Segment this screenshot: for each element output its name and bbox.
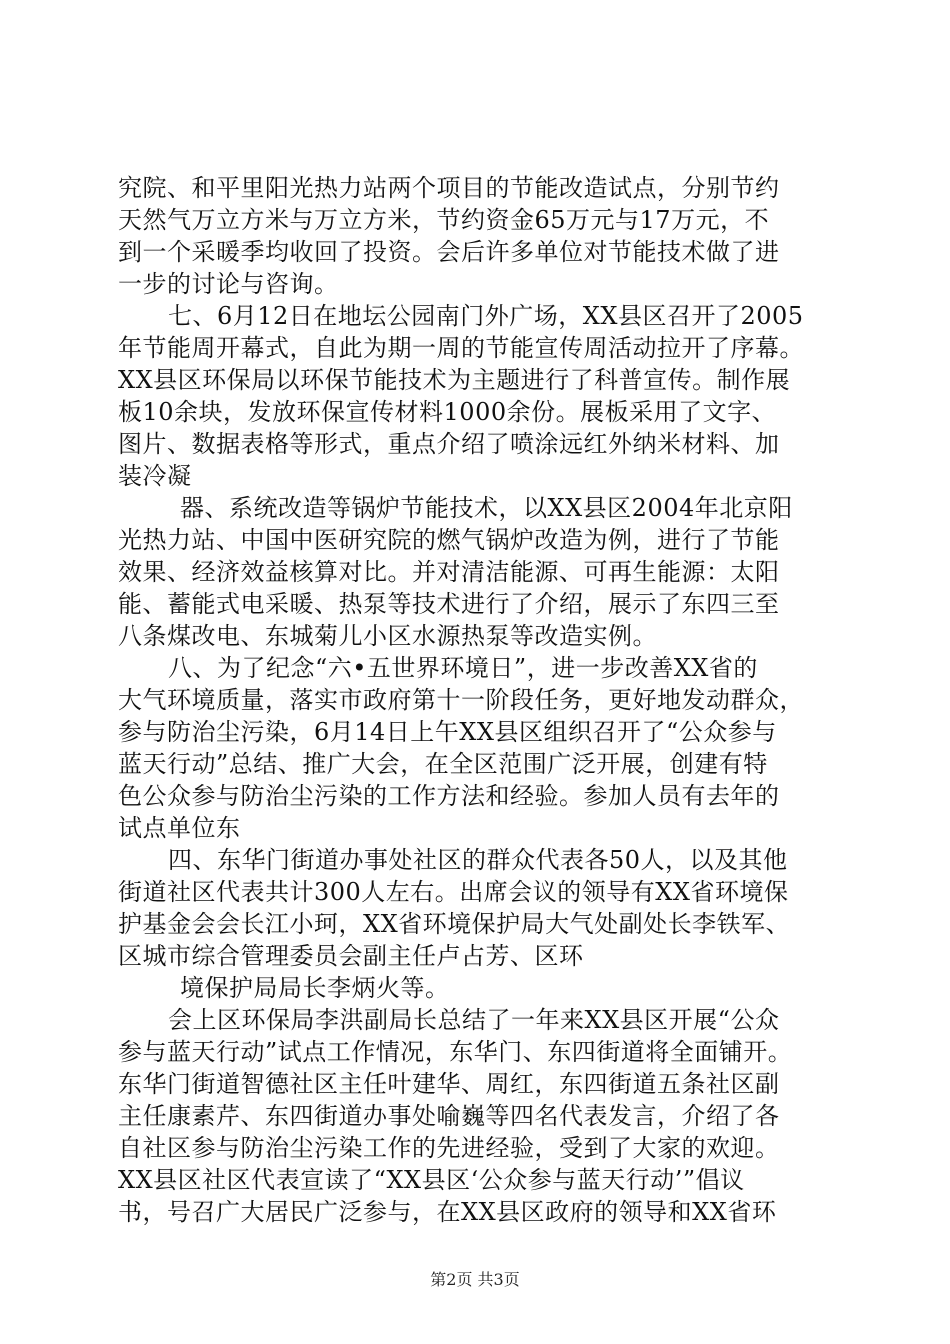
- text-line: 会上区环保局李洪副局长总结了一年来XX县区开展“公众: [168, 1006, 780, 1034]
- text-line: 到一个采暖季均收回了投资。会后许多单位对节能技术做了进: [118, 238, 780, 266]
- text-line: 区城市综合管理委员会副主任卢占芳、区环: [118, 942, 584, 970]
- text-line: 书，号召广大居民广泛参与，在XX县区政府的领导和XX省环: [118, 1198, 777, 1226]
- text-line: 大气环境质量，落实市政府第十一阶段任务，更好地发动群众，: [118, 686, 804, 714]
- text-line: 街道社区代表共计300人左右。出席会议的领导有XX省环境保: [118, 878, 789, 906]
- text-line: 八条煤改电、东城菊儿小区水源热泵等改造实例。: [118, 622, 657, 650]
- text-line: 七、6月12日在地坛公园南门外广场，XX县区召开了2005: [168, 302, 804, 330]
- page-footer: [0, 1270, 950, 1290]
- text-line: 装冷凝: [118, 462, 192, 490]
- text-line: 色公众参与防治尘污染的工作方法和经验。参加人员有去年的: [118, 782, 780, 810]
- text-line: 能、蓄能式电采暖、热泵等技术进行了介绍，展示了东四三至: [118, 590, 780, 618]
- text-line: 参与蓝天行动”试点工作情况，东华门、东四街道将全面铺开。: [118, 1038, 793, 1066]
- text-line: 主任康素芹、东四街道办事处喻巍等四名代表发言，介绍了各: [118, 1102, 780, 1130]
- text-line: XX县区社区代表宣读了“XX县区‘公众参与蓝天行动’”倡议: [118, 1166, 745, 1194]
- text-line: 护基金会会长江小珂，XX省环境保护局大气处副处长李铁军、: [118, 910, 791, 938]
- text-line: 光热力站、中国中医研究院的燃气锅炉改造为例，进行了节能: [118, 526, 780, 554]
- text-line: 究院、和平里阳光热力站两个项目的节能改造试点，分别节约: [118, 174, 780, 202]
- text-line: 板10余块，发放环保宣传材料1000余份。展板采用了文字、: [118, 398, 777, 426]
- text-line: 年节能周开幕式，自此为期一周的节能宣传周活动拉开了序幕。: [118, 334, 804, 362]
- text-line: 器、系统改造等锅炉节能技术，以XX县区2004年北京阳: [180, 494, 793, 522]
- text-line: 参与防治尘污染，6月14日上午XX县区组织召开了“公众参与: [118, 718, 777, 746]
- text-line: 图片、数据表格等形式，重点介绍了喷涂远红外纳米材料、加: [118, 430, 780, 458]
- text-line: 自社区参与防治尘污染工作的先进经验，受到了大家的欢迎。: [118, 1134, 780, 1162]
- text-line: 蓝天行动”总结、推广大会，在全区范围广泛开展，创建有特: [118, 750, 768, 778]
- text-line: 东华门街道智德社区主任叶建华、周红，东四街道五条社区副: [118, 1070, 780, 1098]
- text-line: 天然气万立方米与万立方米，节约资金65万元与17万元，不: [118, 206, 770, 234]
- text-line: 试点单位东: [118, 814, 241, 842]
- text-line: XX县区环保局以环保节能技术为主题进行了科普宣传。制作展: [118, 366, 791, 394]
- document-body: [118, 172, 858, 1228]
- text-line: 四、东华门街道办事处社区的群众代表各50人，以及其他: [168, 846, 788, 874]
- text-line: 效果、经济效益核算对比。并对清洁能源、可再生能源：太阳: [118, 558, 780, 586]
- text-line: 一步的讨论与咨询。: [118, 270, 339, 298]
- page-number: 第2页 共3页: [430, 1270, 520, 1289]
- text-line: 境保护局局长李炳火等。: [180, 974, 450, 1002]
- text-line: 八、为了纪念“六•五世界环境日”，进一步改善XX省的: [168, 654, 758, 682]
